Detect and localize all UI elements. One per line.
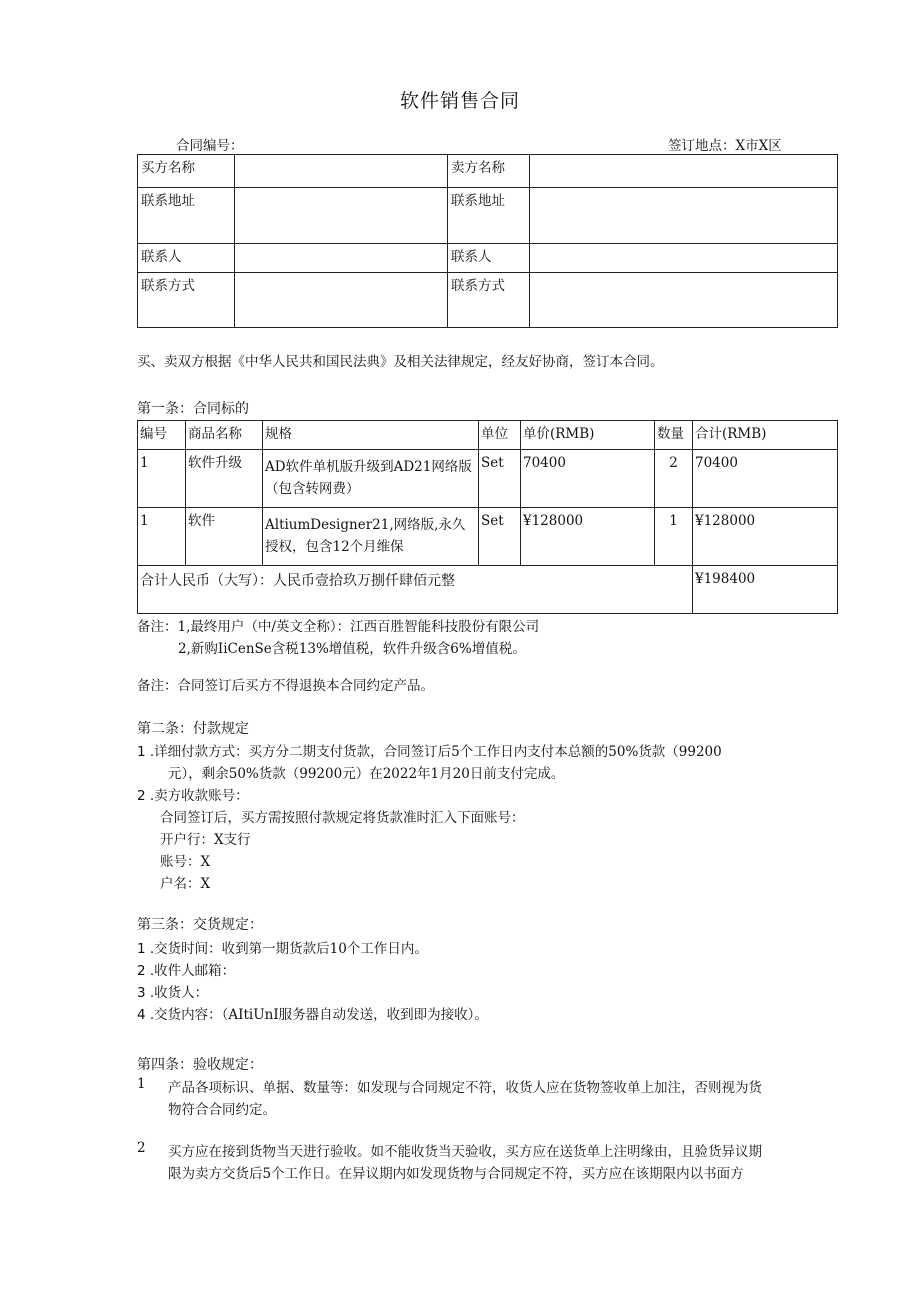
acceptance-1-line2: 物符合合同约定。 xyxy=(168,1102,276,1118)
buyer-address-label: 联系地址 xyxy=(138,188,235,244)
account-value: X xyxy=(200,854,211,870)
row2-name: 软件 xyxy=(186,508,263,566)
article1-heading: 第一条：合同标的 xyxy=(137,401,249,417)
payment-item-2-label: 2 .卖方收款账号： xyxy=(137,788,249,804)
account-holder: 户名：X xyxy=(160,876,211,892)
row1-price: 70400 xyxy=(521,450,655,508)
row2-unit: Set xyxy=(479,508,521,566)
goods-table xyxy=(137,420,838,614)
article2-heading: 第二条：付款规定 xyxy=(137,721,249,737)
delivery-item-2-label: 2 .收件人邮箱： xyxy=(137,963,236,979)
acceptance-1-no: 1 xyxy=(137,1076,146,1092)
seller-name-value xyxy=(530,155,838,188)
article3-heading: 第三条：交货规定： xyxy=(137,917,263,933)
parties-table xyxy=(137,154,838,328)
note-1: 备注：1,最终用户（中/英文全称）：江西百胜智能科技股份有限公司 xyxy=(137,619,540,635)
delivery-item-4-text: （AItiUnI服务器自动发送，收到即为接收）。 xyxy=(221,1007,488,1023)
buyer-name-value xyxy=(235,155,448,188)
row2-qty: 1 xyxy=(655,508,693,566)
seller-contact-label: 联系人 xyxy=(448,244,530,273)
payment-item-2-text: 合同签订后，买方需按照付款规定将货款准时汇入下面账号： xyxy=(160,810,525,826)
total-value: ¥198400 xyxy=(693,566,838,614)
col-price: 单价(RMB) xyxy=(521,421,655,450)
payment-item-1-text: 方式：买方分二期支付货款，合同签订后5个工作日内支付本总额的50%货款（99200 xyxy=(208,744,722,760)
acceptance-2-line2: 限为卖方交货后5个工作日。在异议期内如发现货物与合同规定不符，买方应在该期限内以书面方 xyxy=(168,1166,744,1182)
col-spec: 规格 xyxy=(263,421,479,450)
buyer-phone-label: 联系方式 xyxy=(138,273,235,328)
col-unit: 单位 xyxy=(479,421,521,450)
row1-total: 70400 xyxy=(693,450,838,508)
account-label: 账号： xyxy=(160,854,201,870)
buyer-name-label: 买方名称 xyxy=(138,155,235,188)
col-no: 编号 xyxy=(138,421,186,450)
delivery-item-4-label: 4 .交货内容： xyxy=(137,1007,222,1023)
contract-no-label: 合同编号： xyxy=(176,138,244,154)
buyer-contact-value xyxy=(235,244,448,273)
seller-phone-value xyxy=(530,273,838,328)
row1-qty: 2 xyxy=(655,450,693,508)
article4-heading: 第四条：验收规定： xyxy=(137,1057,263,1073)
payment-item-1 xyxy=(137,740,722,760)
row1-unit: Set xyxy=(479,450,521,508)
buyer-contact-label: 联系人 xyxy=(138,244,235,273)
row2-no: 1 xyxy=(138,508,186,566)
col-total: 合计(RMB) xyxy=(693,421,838,450)
seller-address-value xyxy=(530,188,838,244)
total-label: 合计人民币（大写）：人民币壹拾玖万捌仟肆佰元整 xyxy=(138,566,693,614)
row1-no: 1 xyxy=(138,450,186,508)
delivery-item-1 xyxy=(137,937,428,957)
delivery-item-1-label: 1 .交货时间： xyxy=(137,941,222,957)
sign-place: 签订地点：X市X区 xyxy=(668,138,782,154)
payment-item-1-cont: 元），剩余50%货款（99200元）在2022年1月20日前支付完成。 xyxy=(168,766,565,782)
seller-address-label: 联系地址 xyxy=(448,188,530,244)
seller-contact-value xyxy=(530,244,838,273)
account-number xyxy=(160,850,210,870)
payment-item-1-label: 1 .详细付款 xyxy=(137,744,209,760)
acceptance-2-line1: 买方应在接到货物当天进行验收。如不能收货当天验收，买方应在送货单上注明缘由，且验货异议期 xyxy=(168,1144,762,1160)
delivery-item-1-text: 收到第一期货款后10个工作日内。 xyxy=(221,941,428,957)
note-2: 2,新购IiCenSe含税13%增值税，软件升级含6%增值税。 xyxy=(178,641,526,657)
row2-price: ¥128000 xyxy=(521,508,655,566)
delivery-item-3-label: 3 .收货人： xyxy=(137,985,209,1001)
table-row xyxy=(138,508,838,566)
row2-spec: AltiumDesigner21,网络版,永久授权，包含12个月维保 xyxy=(263,508,479,566)
acceptance-1-line1: 产品各项标识、单据、数量等：如发现与合同规定不符，收货人应在货物签收单上加注，否则视为货 xyxy=(168,1080,762,1096)
seller-name-label: 卖方名称 xyxy=(448,155,530,188)
note-3: 备注：合同签订后买方不得退换本合同约定产品。 xyxy=(137,678,434,694)
page-title: 软件销售合同 xyxy=(399,90,520,112)
preamble: 买、卖双方根据《中华人民共和国民法典》及相关法律规定，经友好协商，签订本合同。 xyxy=(137,354,664,370)
seller-phone-label: 联系方式 xyxy=(448,273,530,328)
row1-spec: AD软件单机版升级到AD21网络版（包含转网费） xyxy=(263,450,479,508)
buyer-address-value xyxy=(235,188,448,244)
buyer-phone-value xyxy=(235,273,448,328)
bank-name: 开户行：X支行 xyxy=(160,832,251,848)
row1-name: 软件升级 xyxy=(186,450,263,508)
col-name: 商品名称 xyxy=(186,421,263,450)
acceptance-2-no: 2 xyxy=(137,1140,146,1156)
table-row xyxy=(138,450,838,508)
row2-total: ¥128000 xyxy=(693,508,838,566)
delivery-item-4 xyxy=(137,1003,488,1023)
col-qty: 数量 xyxy=(655,421,693,450)
